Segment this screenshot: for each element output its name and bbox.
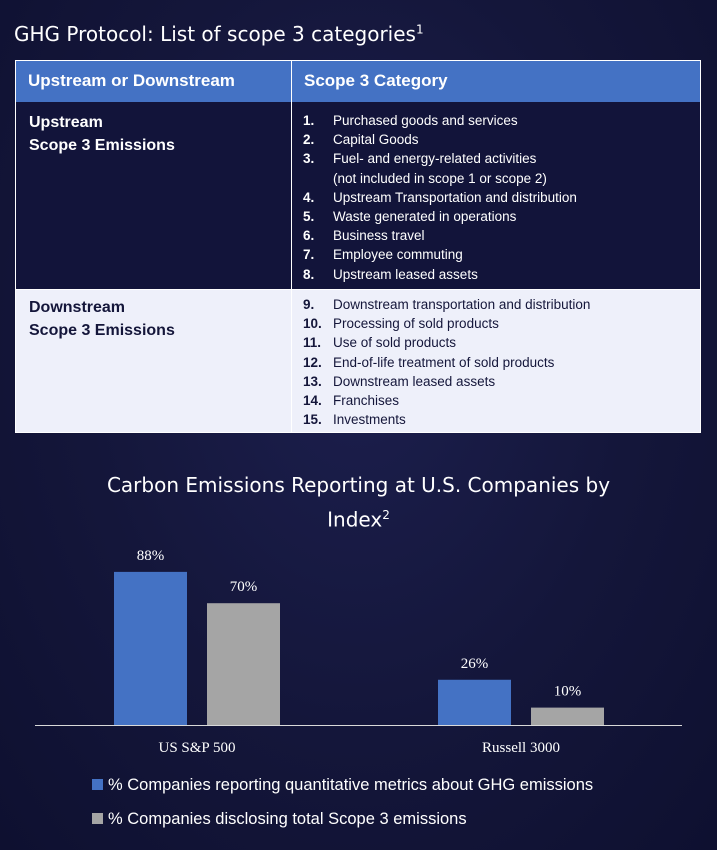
item-number: 15. — [303, 412, 322, 428]
item-text: Upstream Transportation and distribution — [333, 189, 577, 205]
header-scope3-category: Scope 3 Category — [304, 71, 448, 90]
item-number: 11. — [303, 335, 322, 351]
data-label-0-0: 88% — [136, 547, 165, 564]
legend-swatch-0 — [92, 779, 103, 790]
downstream-label: Downstream Scope 3 Emissions — [29, 299, 175, 339]
downstream-category-list — [303, 295, 590, 429]
downstream-category-item — [303, 314, 590, 333]
bar-0-1 — [207, 603, 280, 725]
table-header — [16, 61, 700, 102]
item-number: 10. — [303, 316, 322, 332]
item-text: Downstream transportation and distribution — [333, 297, 591, 312]
item-text: Waste generated in operations — [333, 208, 517, 224]
item-number: 3. — [303, 151, 315, 167]
bar-0-0 — [114, 572, 187, 725]
downstream-category-item — [303, 391, 590, 410]
item-text: Purchased goods and services — [333, 113, 518, 128]
item-text: Investments — [333, 412, 406, 428]
item-text: Downstream leased assets — [333, 373, 496, 389]
item-number: 9. — [303, 297, 315, 312]
legend-swatch-1 — [92, 813, 103, 824]
item-number: 1. — [303, 113, 315, 128]
item-number: 6. — [303, 228, 315, 244]
item-text: Employee commuting — [333, 247, 463, 263]
legend-item-1 — [92, 810, 467, 829]
bar-1-1 — [531, 708, 604, 725]
upstream-category-item — [303, 207, 577, 226]
upstream-category-item — [303, 130, 577, 149]
upstream-category-item — [303, 226, 577, 245]
item-number: 4. — [303, 189, 315, 205]
downstream-category-item — [303, 372, 590, 391]
data-label-1-1: 10% — [553, 683, 582, 700]
item-number: 12. — [303, 354, 322, 370]
legend-label-0: % Companies reporting quantitative metrics about GHG emissions — [108, 776, 594, 794]
data-label-0-1: 70% — [229, 579, 258, 596]
data-label-1-0: 26% — [460, 655, 489, 672]
category-label-0: US S&P 500 — [158, 740, 236, 756]
column-divider — [291, 61, 292, 432]
item-text: Processing of sold products — [333, 316, 499, 332]
upstream-category-item — [303, 265, 577, 284]
item-number: 8. — [303, 266, 315, 282]
item-number: 14. — [303, 392, 322, 408]
item-number: 13. — [303, 373, 322, 389]
upstream-row — [16, 102, 700, 289]
bar-1-0 — [438, 680, 511, 725]
item-number: 7. — [303, 247, 315, 263]
item-text: Capital Goods — [333, 132, 419, 148]
downstream-category-item — [303, 333, 590, 352]
upstream-category-item — [303, 111, 577, 130]
upstream-label: Upstream Scope 3 Emissions — [29, 114, 175, 154]
bar-chart — [0, 530, 717, 770]
downstream-category-item — [303, 410, 590, 429]
item-text: End-of-life treatment of sold products — [333, 354, 555, 370]
item-text: Business travel — [333, 228, 425, 244]
item-text: (not included in scope 1 or scope 2) — [333, 170, 547, 186]
item-number: 5. — [303, 208, 315, 224]
downstream-category-item — [303, 353, 590, 372]
upstream-category-item — [303, 245, 577, 264]
upstream-category-item — [303, 169, 577, 188]
item-text: Franchises — [333, 392, 400, 408]
upstream-category-item — [303, 188, 577, 207]
chart-title-line2: Index$^2$ — [327, 507, 390, 532]
item-text: Upstream leased assets — [333, 266, 478, 282]
item-number: 2. — [303, 132, 315, 148]
item-text: Fuel- and energy-related activities — [333, 151, 537, 167]
category-label-1: Russell 3000 — [482, 740, 560, 756]
legend-item-0 — [92, 776, 593, 795]
legend-label-1: % Companies disclosing total Scope 3 emissions — [108, 810, 467, 828]
item-text: Use of sold products — [333, 335, 457, 351]
downstream-row — [16, 289, 700, 432]
upstream-category-item — [303, 149, 577, 168]
upstream-category-list — [303, 111, 577, 284]
scope3-table — [15, 60, 701, 433]
header-upstream-downstream: Upstream or Downstream — [28, 71, 235, 90]
downstream-category-item — [303, 295, 590, 314]
page-title: GHG Protocol: List of scope 3 categories$^1$ — [14, 22, 424, 46]
chart-title — [0, 470, 717, 535]
page-title-footnote: 1 — [415, 22, 424, 37]
chart-title-line1: Carbon Emissions Reporting at U.S. Companies by — [106, 473, 611, 497]
